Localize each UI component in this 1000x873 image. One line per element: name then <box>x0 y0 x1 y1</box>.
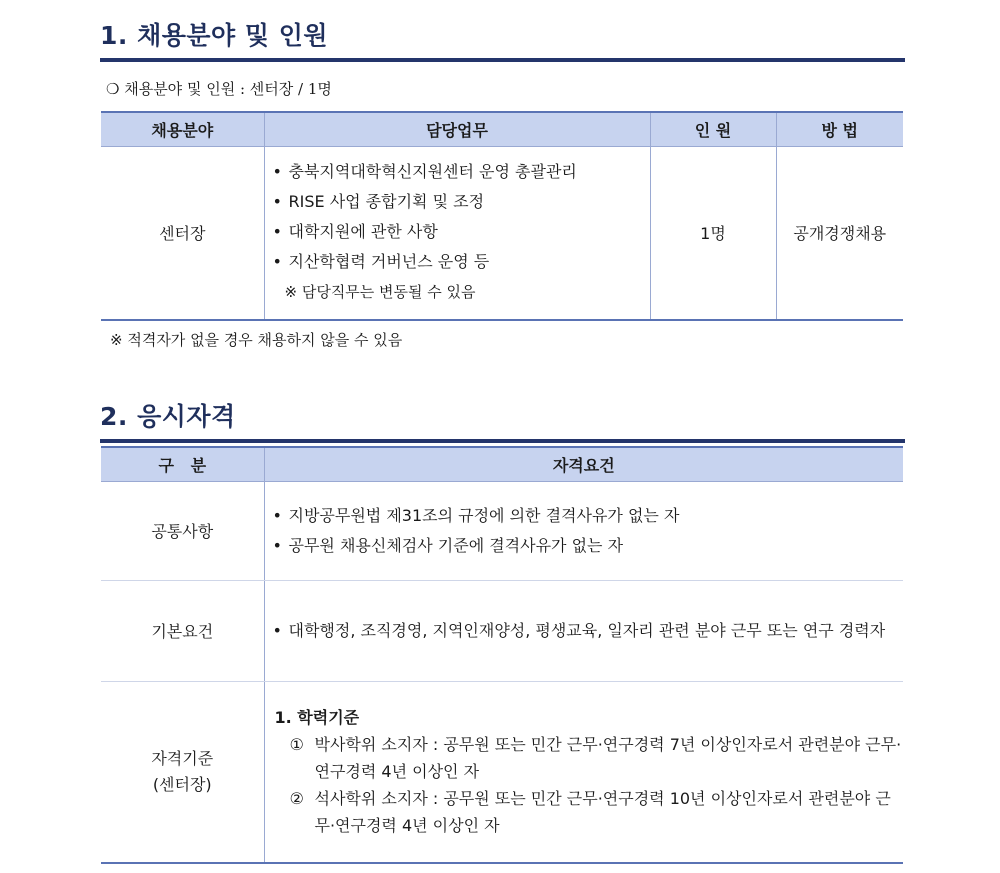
criteria-label-line1: 자격기준 <box>151 748 214 768</box>
table-header-row <box>101 447 903 481</box>
basic-requirements <box>264 580 903 681</box>
list-item: • 공무원 채용신체검사 기준에 결격사유가 없는 자 <box>265 531 904 561</box>
criteria-label <box>101 681 264 863</box>
common-label: 공통사항 <box>101 481 264 580</box>
basic-list <box>265 616 904 646</box>
method-cell: 공개경쟁채용 <box>776 146 903 320</box>
list-item <box>265 731 904 785</box>
table-row <box>101 580 903 681</box>
count-cell: 1명 <box>650 146 776 320</box>
duty-remark: ※ 담당직무는 변동될 수 있음 <box>284 282 476 301</box>
list-item: • 대학지원에 관한 사항 <box>265 217 650 247</box>
header-category: 구 분 <box>101 447 264 481</box>
item-text: 석사학위 소지자 : 공무원 또는 민간 근무·연구경력 10년 이상인자로서 관련분야 근무·연구경력 4년 이상인 자 <box>314 788 891 835</box>
header-field: 채용분야 <box>101 112 264 146</box>
item-number: ① <box>289 734 304 754</box>
table-header-row <box>101 112 903 146</box>
duties-cell <box>264 146 650 320</box>
recruitment-table <box>101 111 903 321</box>
list-item: • RISE 사업 종합기획 및 조정 <box>265 187 650 217</box>
duties-list <box>265 157 650 277</box>
list-item: • 대학행정, 조직경영, 지역인재양성, 평생교육, 일자리 관련 분야 근무 또는 연구 경력자 <box>265 616 904 646</box>
criteria-requirements <box>264 681 903 863</box>
header-duties: 담당업무 <box>264 112 650 146</box>
common-list <box>265 501 904 561</box>
recruitment-note: ※ 적격자가 없을 경우 채용하지 않을 수 있음 <box>110 331 403 349</box>
education-heading: 1. 학력기준 <box>274 707 360 727</box>
item-text: 박사학위 소지자 : 공무원 또는 민간 근무·연구경력 7년 이상인자로서 관련분야 근무·연구경력 4년 이상인 자 <box>314 734 902 781</box>
field-cell: 센터장 <box>101 146 264 320</box>
list-item: • 지방공무원법 제31조의 규정에 의한 결격사유가 없는 자 <box>265 501 904 531</box>
list-item <box>265 785 904 839</box>
table-row <box>101 146 903 320</box>
criteria-label-line2: (센터장) <box>152 774 212 794</box>
qualification-table <box>101 446 903 864</box>
list-item: • 충북지역대학혁신지원센터 운영 총괄관리 <box>265 157 650 187</box>
section-2-title: 2. 응시자격 <box>100 397 905 443</box>
header-count: 인 원 <box>650 112 776 146</box>
table-row <box>101 681 903 863</box>
table-row <box>101 481 903 580</box>
common-requirements <box>264 481 903 580</box>
item-number: ② <box>289 788 304 808</box>
basic-label: 기본요건 <box>101 580 264 681</box>
section-1-title: 1. 채용분야 및 인원 <box>100 16 905 62</box>
recruitment-summary: ❍ 채용분야 및 인원 : 센터장 / 1명 <box>106 80 332 98</box>
list-item: • 지산학협력 거버넌스 운영 등 <box>265 247 650 277</box>
header-requirements: 자격요건 <box>264 447 903 481</box>
header-method: 방 법 <box>776 112 903 146</box>
